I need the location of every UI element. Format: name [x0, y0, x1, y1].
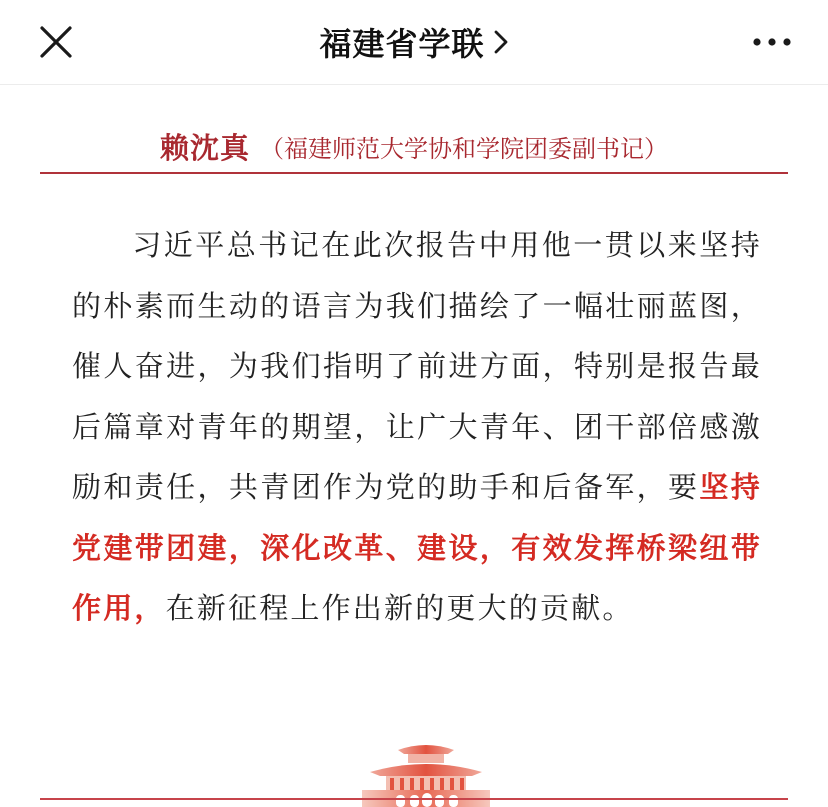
- author-divider: [40, 172, 788, 174]
- account-title-link[interactable]: [319, 19, 508, 65]
- author-header: [40, 120, 788, 172]
- bottom-divider: [40, 798, 788, 800]
- chevron-right-icon: [493, 29, 509, 55]
- article-highlight: 坚持党建带团建，深化改革、建设，有效发挥桥梁纽带作用，: [72, 470, 762, 625]
- more-icon: [752, 22, 792, 62]
- title-area: [0, 0, 828, 84]
- author-name: 赖沈真: [159, 130, 250, 165]
- more-options-button[interactable]: [752, 22, 792, 62]
- page-title: 福建省学联: [319, 25, 485, 63]
- top-navigation-bar: [0, 0, 828, 85]
- article-text-part2: 在新征程上作出新的更大的贡献。: [165, 591, 634, 625]
- article-text-part1: 习近平总书记在此次报告中用他一贯以来坚持的朴素而生动的语言为我们描绘了一幅壮丽蓝图，催人奋进，为我们指明了前进方面，特别是报告最后篇章对青年的期望，让广大青年、团干部倍感激励和责任，共青团作为党的助手和后备军，要: [72, 228, 762, 504]
- author-role: （福建师范大学协和学院团委副书记）: [260, 134, 668, 163]
- article-paragraph: [72, 215, 762, 639]
- tiananmen-decoration-icon: [356, 738, 496, 807]
